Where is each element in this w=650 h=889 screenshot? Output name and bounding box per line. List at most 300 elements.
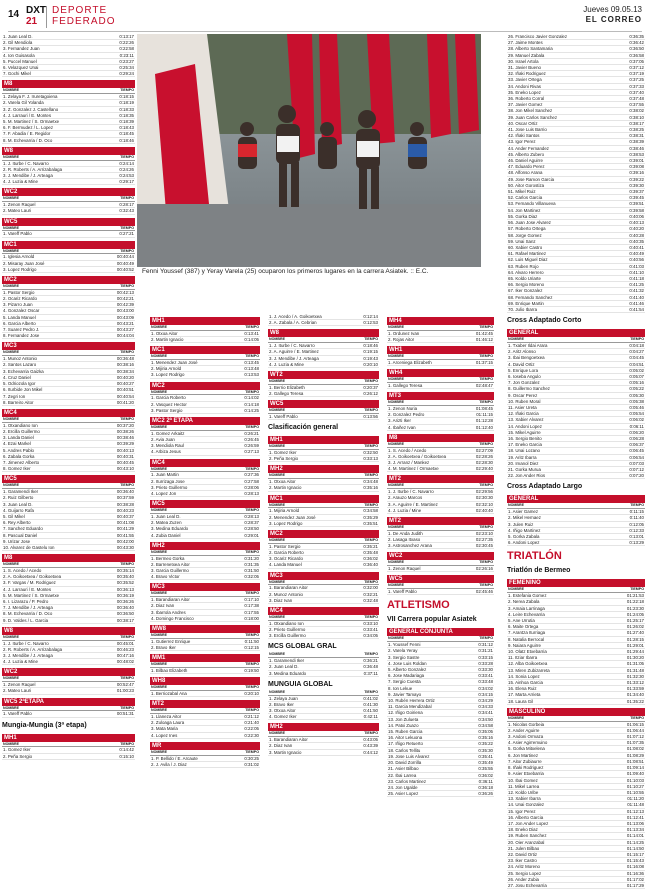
athlete-name: 1. Iglesia Arnold — [3, 254, 35, 260]
athlete-name: 3. Landa Daniel — [3, 435, 34, 441]
athlete-name: 28. Alberto Santamaria — [508, 46, 553, 52]
time-col-header: TIEMPO — [245, 325, 259, 329]
result-time: 01:35:22 — [626, 698, 644, 704]
time-col-header: TIEMPO — [120, 676, 134, 681]
athlete-name: 60. Xabier Castro — [508, 244, 543, 250]
name-col-header: NOMBRE — [269, 502, 285, 507]
time-col-header: TIEMPO — [245, 425, 259, 430]
result-time: 0:27:21 — [119, 231, 134, 237]
result-time: 00:43:10 — [116, 466, 134, 472]
athlete-name: 3. Andoni Ormaza — [508, 734, 544, 740]
result-row — [268, 671, 379, 677]
athlete-name: 18. Unai Lozano — [508, 448, 540, 454]
result-time: 0:41:40 — [629, 294, 644, 300]
section-title-bottom: FEDERADO — [52, 16, 116, 27]
athlete-name: 23. Iker Castro — [508, 858, 537, 864]
athlete-name: 42. Iñaki Santos — [508, 133, 540, 139]
athlete-name: 5. Andres Pablo — [3, 447, 34, 453]
athlete-name: 1. Llaneza Aitor — [151, 714, 182, 720]
athlete-name: 21. Julen Bilbao — [508, 845, 540, 851]
name-col-header: NOMBRE — [3, 248, 19, 253]
result-time: 0:07:20 — [629, 473, 644, 479]
result-time: 0:13:01 — [629, 534, 644, 540]
result-time: 02:48:47 — [475, 383, 493, 388]
block-title: Triatlón de Bermeo — [507, 567, 571, 575]
section-title-top: DEPORTE — [52, 5, 108, 16]
athlete-name: 3. Lopez Rodrigo — [269, 520, 303, 526]
category-header: MC1 — [150, 346, 260, 354]
result-time: 0:18:46 — [119, 137, 134, 143]
name-col-header: NOMBRE — [388, 560, 404, 565]
athlete-name: 65. Koldo Uriarte — [508, 275, 541, 281]
athlete-name: 3. Prieto Guillermo — [151, 484, 188, 490]
result-time: 00:43:30 — [116, 544, 134, 550]
athlete-name: 1. Zelaya F. J. Iruretagoiena — [3, 94, 58, 100]
athlete-name: 55. Gorka Diaz — [508, 213, 538, 219]
category-header: W8 — [268, 329, 379, 337]
athlete-name: 19. Ruben Sanchez — [508, 833, 547, 839]
result-time: 00:38:26 — [116, 428, 134, 434]
athlete-name: 2. Mijiria Arnold — [151, 366, 182, 372]
result-time: 01:15:17 — [626, 851, 644, 857]
category-header: WH4 — [387, 369, 494, 377]
result-time: 0:11:15 — [629, 509, 644, 515]
athlete-name: 1. Zenon Raquel — [388, 566, 421, 572]
result-row — [150, 762, 260, 768]
result-time: 0:34:48 — [363, 479, 378, 485]
result-row — [387, 383, 494, 389]
athlete-name: 27. Josu Echevarria — [508, 882, 547, 888]
time-col-header: TIEMPO — [245, 633, 259, 638]
athlete-name: 1. J. Acedo / A. Goikoetxea — [269, 314, 322, 319]
athlete-name: 17. Eneko Garcia — [508, 442, 542, 448]
name-col-header: NOMBRE — [3, 350, 19, 355]
name-col-header: NOMBRE — [269, 473, 285, 478]
result-row — [268, 414, 379, 420]
category-header: MW8 — [150, 625, 260, 633]
athlete-name: 4. Gonzalez Oscar — [3, 308, 40, 314]
result-time: 00:46:23 — [116, 646, 134, 652]
name-col-header: NOMBRE — [269, 579, 285, 584]
athlete-name: 56. Juan Jose Alvarez — [508, 220, 551, 226]
result-time: 0:38:53 — [629, 151, 644, 157]
name-col-header: NOMBRE — [269, 408, 285, 413]
result-time: 0:40:13 — [629, 220, 644, 226]
result-time: 00:40:44 — [116, 254, 134, 260]
name-col-header: NOMBRE — [388, 441, 404, 446]
result-time: 01:07:35 — [626, 740, 644, 746]
result-time: 00:41:20 — [116, 399, 134, 405]
athlete-name: 12. Alba Goikoetxea — [508, 661, 548, 667]
result-time: 01:11:20 — [627, 796, 644, 802]
result-row — [387, 337, 494, 343]
athlete-name: 1. Barandiaran Aitor — [269, 737, 308, 743]
athlete-name: 7. Suarez Pedro J. — [3, 327, 40, 333]
athlete-name: 1. Vareff Pablo — [3, 231, 32, 237]
result-time: 0:34:33 — [478, 704, 493, 710]
athlete-name: 7. F. Abadia / E. Regidor — [3, 131, 51, 137]
result-time: 0:12:05 — [629, 521, 644, 527]
athlete-name: 1. Bilbao Elizabeth — [151, 668, 188, 674]
athlete-name: 34. Andoni Rivas — [508, 83, 541, 89]
time-col-header: TIEMPO — [479, 583, 493, 588]
result-time: 00:36:26 — [116, 598, 134, 604]
result-time: 0:26:59 — [244, 443, 259, 449]
athlete-name: 11. Asier Ureta — [508, 404, 537, 410]
time-col-header: TIEMPO — [364, 615, 378, 620]
name-col-header: NOMBRE — [151, 591, 167, 596]
athlete-name: 1. Menendez Juan José — [151, 360, 198, 365]
athlete-name: 21. Asier Bilbao — [388, 766, 419, 772]
result-time: 0:39:01 — [629, 158, 644, 164]
result-time: 01:13:06 — [626, 820, 644, 826]
name-col-header: NOMBRE — [3, 196, 19, 201]
athlete-name: 4. Jose Luis Roldan — [388, 660, 427, 666]
time-col-header: TIEMPO — [479, 560, 493, 565]
athlete-name: 3. Mendiola Raul — [151, 443, 184, 449]
result-row — [387, 466, 494, 472]
athlete-name: 2. Bravo Iker — [151, 645, 176, 651]
athlete-name: 15. Ainhoa Garcia — [508, 680, 543, 686]
athlete-name: 3. Medina Eduardo — [151, 526, 189, 532]
result-time: 0:36:35 — [629, 34, 644, 39]
result-time: 0:13:41 — [244, 330, 259, 336]
name-col-header: NOMBRE — [269, 615, 285, 620]
result-time: 02:32:10 — [475, 501, 493, 507]
result-time: 0:12:33 — [629, 527, 644, 533]
result-time: 0:39:45 — [629, 195, 644, 201]
result-time: 0:40:35 — [629, 238, 644, 244]
result-time: 00:42:21 — [116, 296, 134, 302]
result-time: 00:38:28 — [116, 501, 134, 507]
result-time: 01:15:43 — [626, 858, 644, 864]
result-time: 0:27:58 — [244, 478, 259, 484]
result-time: 0:38:25 — [629, 127, 644, 133]
time-col-header: TIEMPO — [479, 483, 493, 488]
result-time: 0:43:05 — [363, 737, 378, 743]
time-col-header: TIEMPO — [120, 88, 134, 93]
athlete-name: 18. Laura Gil — [508, 698, 534, 704]
athlete-name: 2. Garcia Roberto — [269, 550, 304, 556]
result-time: 0:05:54 — [629, 411, 644, 417]
result-time: 00:35:14 — [116, 567, 134, 573]
result-row — [387, 589, 494, 595]
athlete-name: 4. J. Larrauri / E. Montes — [3, 112, 52, 118]
result-row — [268, 521, 379, 527]
athlete-name: 3. J. Mendibe / J. Arteaga — [3, 652, 53, 658]
result-time: 0:17:38 — [244, 603, 259, 609]
result-time: 02:29:40 — [475, 466, 493, 472]
result-time: 01:09:40 — [626, 771, 644, 777]
time-col-header: TIEMPO — [120, 416, 134, 421]
result-time: 00:36:19 — [116, 592, 134, 598]
athlete-name: 3. Ocariz Ricardo — [269, 556, 303, 562]
name-col-header: NOMBRE — [3, 88, 19, 93]
name-col-header: NOMBRE — [151, 662, 167, 667]
page-number: 14 — [8, 9, 20, 20]
result-time: 0:18:43 — [119, 125, 134, 131]
result-time: 0:35:21 — [363, 543, 378, 549]
category-header: WC5 — [268, 400, 379, 408]
result-time: 0:26:45 — [244, 437, 259, 443]
athlete-name: 23. Carlos Martinez — [388, 778, 427, 784]
athlete-name: 1. Youssef Fenni — [388, 642, 421, 648]
athlete-name: 2. Prieto Guillermo — [269, 627, 306, 633]
athlete-name: 47. Eduardo Perez — [508, 164, 545, 170]
result-time: 00:36:40 — [116, 489, 134, 495]
athlete-name: 16. Aitor Lekuona — [388, 735, 423, 741]
athlete-name: 4. J. Luzia & Mine — [3, 659, 38, 665]
result-time: 01:12:13 — [626, 808, 644, 814]
result-row — [268, 391, 379, 397]
athlete-name: 1. Otxoa Aitor — [151, 330, 178, 336]
athlete-name: 1. S. Acedo / Acedo — [3, 567, 42, 573]
result-time: 0:04:18 — [629, 342, 644, 348]
result-time: 0:19:15 — [363, 349, 378, 355]
result-time: 02:40:40 — [475, 507, 493, 513]
athlete-name: 41. Jose Luis Barrio — [508, 127, 547, 133]
result-time: 01:23:30 — [626, 605, 644, 611]
result-time: 00:40:52 — [116, 266, 134, 272]
result-time: 0:14:02 — [244, 395, 259, 401]
athlete-name: 15. Ruben Garcia — [388, 729, 423, 735]
athlete-name: 22. David Ortiz — [508, 851, 538, 857]
time-col-header: TIEMPO — [120, 562, 134, 567]
result-row — [150, 337, 260, 343]
athlete-name: 3. Z. Gonzalez J. Castellano — [3, 106, 59, 112]
masthead-divider — [46, 6, 47, 28]
name-col-header: NOMBRE — [269, 337, 285, 342]
athlete-name: 2. R. Roberts / A. Arrizabalaga — [3, 646, 63, 652]
athlete-name: 4. Arbiza Jesus — [151, 449, 181, 455]
athlete-name: 68. Fernando Sanchez — [508, 294, 553, 300]
result-time: 0:41:10 — [629, 269, 644, 275]
athlete-name: 5. Gorka Zabala — [508, 534, 540, 540]
time-col-header: TIEMPO — [479, 325, 493, 329]
athlete-name: 2. Munoz Antonio — [269, 591, 303, 597]
result-time: 01:10:55 — [626, 789, 644, 795]
athlete-name: 1. J. Iturbe / C. Navarro — [3, 640, 49, 646]
athlete-name: 1. Zenon Raquel — [3, 682, 36, 688]
athlete-name: 1. Berrio Elizabeth — [269, 384, 305, 390]
athlete-name: 4. Cruz Daniel — [3, 374, 31, 380]
sport-title: ATLETISMO — [387, 599, 450, 612]
result-time: 0:31:35 — [244, 561, 259, 567]
result-time: 00:36:40 — [116, 605, 134, 611]
name-col-header: NOMBRE — [151, 633, 167, 638]
athlete-name: 5. Alberto Gonzalez — [388, 667, 427, 673]
result-time: 0:11:40 — [629, 515, 644, 521]
result-time: 0:36:26 — [478, 791, 493, 797]
athlete-name: 2. Mateo Lauri — [3, 208, 32, 214]
result-time: 0:12:15 — [244, 645, 259, 651]
athlete-name: 14. Unai Gonzalez — [508, 802, 545, 808]
athlete-name: 70. Julio Ibarra — [508, 306, 538, 312]
category-header: WC2 — [387, 552, 494, 560]
athlete-name: 2. Ercilla Guillermo — [3, 428, 40, 434]
athlete-name: 15. Mikel Aguirre — [508, 429, 541, 435]
athlete-name: 1. Zelaya Juan — [269, 695, 298, 701]
result-time: 0:18:19 — [119, 100, 134, 106]
result-row — [150, 733, 260, 739]
result-time: 0:18:33 — [119, 106, 134, 112]
athlete-name: 1. Garamendi Iker — [269, 658, 305, 664]
result-time: 0:40:20 — [629, 226, 644, 232]
athlete-name: 9. Asier Etxebarria — [508, 771, 544, 777]
photo-caption: Fenni Youssef (387) y Yeray Varela (25) ocuparon los primeros lugares en la carrera Asiatek. :: E.C. — [142, 268, 429, 275]
athlete-name: 44. Ander Fernandez — [508, 145, 550, 151]
athlete-name: 3. Martin Ignacio — [269, 749, 302, 755]
result-time: 01:31:48 — [626, 667, 644, 673]
athlete-name: 31. Javier Bueno — [508, 65, 541, 71]
name-col-header: NOMBRE — [269, 538, 285, 543]
category-header: MC2 2ª ETAPA — [150, 417, 260, 425]
time-col-header: TIEMPO — [630, 503, 644, 508]
athlete-name: 1. Munoz Antonio — [3, 356, 37, 362]
result-time: 0:19:50 — [244, 668, 259, 674]
athlete-name: 22. Jon Ander Rios — [508, 473, 546, 479]
athlete-name: 10. Ibai Gomez — [508, 777, 538, 783]
result-time: 00:42:13 — [116, 289, 134, 295]
result-time: 0:40:41 — [629, 244, 644, 250]
result-time: 01:32:30 — [626, 673, 644, 679]
time-col-header: TIEMPO — [245, 591, 259, 596]
athlete-name: 7. Gochi Mikel — [3, 71, 31, 77]
result-row — [150, 616, 260, 622]
block-title: VII Carrera popular Asiatek — [387, 616, 477, 624]
result-time: 0:24:53 — [119, 173, 134, 179]
time-col-header: TIEMPO — [630, 587, 644, 592]
dateline — [583, 5, 642, 25]
result-time: 0:35:30 — [478, 747, 493, 753]
result-time: 02:26:16 — [475, 566, 493, 572]
result-time: 0:43:39 — [363, 743, 378, 749]
athlete-name: 4. J. Larrauri / E. Montes — [3, 586, 52, 592]
category-header: MT2 — [387, 475, 494, 483]
result-time: 01:09:14 — [626, 765, 644, 771]
athlete-name: 6. Ioseba Angulo — [508, 373, 541, 379]
result-time: 0:06:45 — [629, 448, 644, 454]
result-time: 02:23:10 — [475, 530, 493, 536]
result-time: 0:28:37 — [244, 520, 259, 526]
result-time: 01:12:28 — [475, 418, 493, 424]
result-time: 0:26:21 — [244, 430, 259, 436]
athlete-name: 1. Vareff Pablo — [3, 711, 32, 717]
name-col-header: NOMBRE — [508, 715, 524, 720]
athlete-name: 37. Javier Gomez — [508, 102, 543, 108]
result-time: 0:06:20 — [629, 429, 644, 435]
category-header: MH2 — [150, 542, 260, 550]
result-row — [2, 545, 135, 551]
name-col-header: NOMBRE — [151, 425, 167, 430]
athlete-name: 53. Fernando Villanueva — [508, 201, 556, 207]
time-col-header: TIEMPO — [120, 705, 134, 710]
result-time: 01:12:41 — [626, 814, 644, 820]
athlete-name: 1. Garcia Roberto — [151, 395, 186, 401]
result-time: 0:06:11 — [629, 423, 644, 429]
time-col-header: TIEMPO — [120, 634, 134, 639]
time-col-header: TIEMPO — [120, 225, 134, 230]
result-time: 00:38:16 — [116, 362, 134, 368]
result-time: 0:14:42 — [119, 747, 134, 753]
time-col-header: TIEMPO — [479, 377, 493, 382]
result-time: 0:04:27 — [629, 349, 644, 355]
athlete-name: 2. Barrenetxea Aitor — [151, 561, 190, 567]
result-row — [2, 618, 135, 624]
result-time: 0:06:28 — [629, 435, 644, 441]
result-row — [507, 473, 645, 479]
athlete-name: 3. Medina Eduardo — [269, 670, 307, 676]
athlete-name: 19. Jose Luis Alvarez — [388, 753, 430, 759]
athlete-name: 14. Sonia Lopez — [508, 673, 540, 679]
result-time: 00:40:37 — [116, 513, 134, 519]
athlete-name: 6. Jon Martinez — [508, 752, 539, 758]
result-time: 0:41:25 — [629, 282, 644, 288]
athlete-name: 6. I. Lizarazu / P. Pedro — [3, 598, 49, 604]
result-time: 0:38:46 — [629, 145, 644, 151]
name-col-header: NOMBRE — [151, 508, 167, 513]
athlete-name: 5. M. Martinez / S. Ormaetxe — [3, 119, 60, 125]
athlete-name: 2. A. Zabala / A. Cebrian — [269, 320, 317, 326]
athlete-name: 1. Otxandiano Ion — [269, 620, 304, 626]
category-header: MC2 — [150, 382, 260, 390]
athlete-name: 6. Andoni Lopez — [508, 540, 540, 546]
result-time: 0:28:13 — [244, 514, 259, 520]
athlete-name: 2. Ocariz Ricardo — [3, 296, 37, 302]
time-col-header: TIEMPO — [364, 538, 378, 543]
result-time: 00:43:09 — [116, 314, 134, 320]
athlete-name: 1. Mijiria Arnold — [269, 508, 300, 514]
result-time: 01:17:02 — [626, 876, 644, 882]
result-time: 0:11:50 — [244, 638, 259, 644]
result-row — [507, 883, 645, 889]
category-header: MC1 — [2, 241, 135, 249]
category-header: MR — [150, 742, 260, 750]
name-col-header: NOMBRE — [508, 337, 524, 342]
result-time: 0:23:27 — [119, 58, 134, 64]
name-col-header: NOMBRE — [3, 562, 19, 567]
athlete-name: 2. Varela Gil Yolanda — [3, 100, 44, 106]
result-time: 0:39:37 — [629, 189, 644, 195]
name-col-header: NOMBRE — [3, 225, 19, 230]
category-header: MC4 — [268, 607, 379, 615]
result-row — [2, 711, 135, 717]
result-time: 01:24:05 — [626, 611, 644, 617]
category-header: WC2 — [2, 188, 135, 196]
athlete-name: 24. Jon Ugalde — [388, 784, 418, 790]
result-time: 00:45:01 — [116, 640, 134, 646]
result-time: 0:44:12 — [363, 749, 378, 755]
time-col-header: TIEMPO — [245, 549, 259, 554]
athlete-name: 11. Itziar Ibarra — [508, 655, 538, 661]
category-header: W8 — [2, 147, 135, 155]
result-time: 0:23:11 — [119, 52, 134, 58]
result-time: 01:11:48 — [627, 802, 644, 808]
result-time: 0:37:25 — [629, 77, 644, 83]
athlete-name: 6. Iturbide Jon Mikel — [3, 387, 43, 393]
athlete-name: 3. Ibai Bengoetxea — [508, 355, 545, 361]
result-time: 0:34:15 — [478, 691, 493, 697]
result-time: 00:41:55 — [116, 532, 134, 538]
result-time: 02:30:30 — [475, 495, 493, 501]
result-time: 0:28:17 — [119, 202, 134, 208]
result-time: 0:35:49 — [478, 760, 493, 766]
athlete-name: 3. F. Vargas / M. Rodriguez — [3, 580, 56, 586]
athlete-name: 1. Juan Leal D. — [3, 34, 33, 39]
time-col-header: TIEMPO — [245, 708, 259, 713]
result-time: 01:31:05 — [626, 661, 644, 667]
athlete-name: 3. Diaz Ivan — [269, 597, 293, 603]
